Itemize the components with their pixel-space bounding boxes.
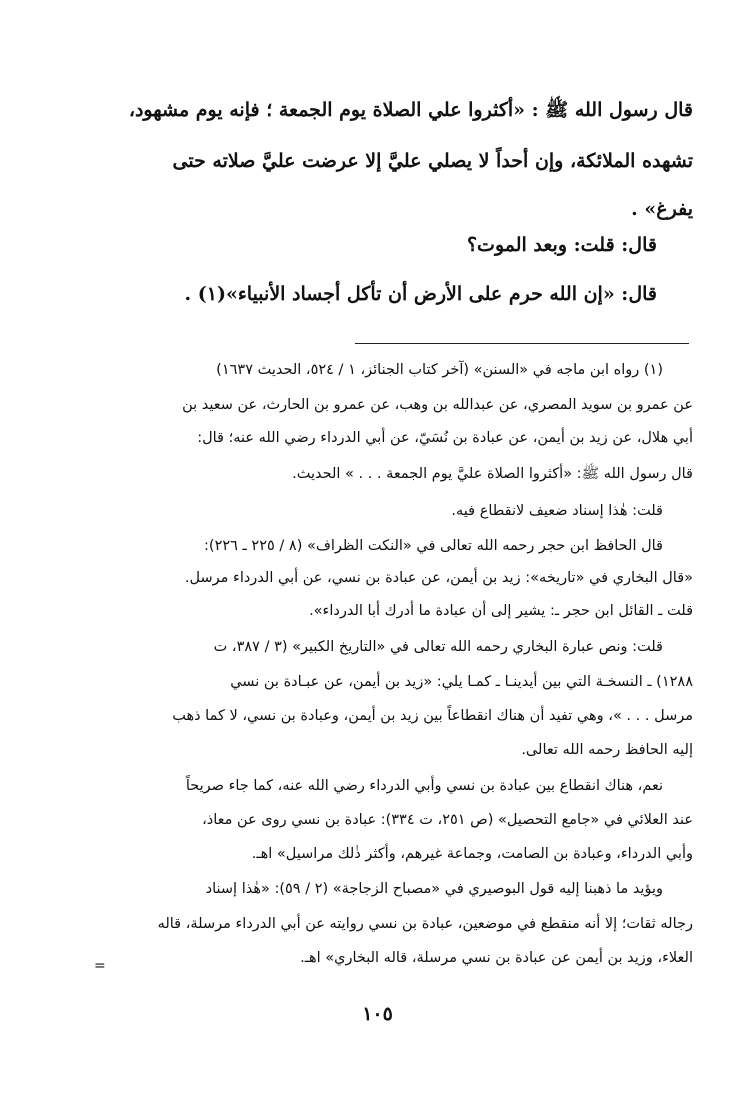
hadith-line-3: يفرغ» . [631,198,693,220]
answer-line: قال: «إن الله حرم على الأرض أن تأكل أجساد الأنبياء»(١) . [184,283,657,305]
footnote-line: أبي هلال، عن زيد بن أيمن، عن عبادة بن نُسَيّ، عن أبي الدرداء رضي الله عنه؛ قال: [197,430,693,446]
footnote-separator [355,343,689,344]
footnote-line: مرسل . . . »، وهي تفيد أن هناك انقطاعاً بين زيد بن أيمن، وعبادة بن نسي، لا كما ذهب [172,708,693,724]
footnote-line: نعم، هناك انقطاع بين عبادة بن نسي وأبي الدرداء رضي الله عنه، كما جاء صريحاً [185,778,663,794]
footnote-line: قلت: هٰذا إسناد ضعيف لانقطاع فيه. [451,503,663,519]
page-number: ١٠٥ [362,1003,393,1025]
footnote-line: عند العلائي في «جامع التحصيل» (ص ٢٥١، ت ٣٣٤): عبادة بن نسي روى عن معاذ، [202,812,693,828]
footnote-line: عن عمرو بن سويد المصري، عن عبدالله بن وهب، عن عمرو بن الحارث، عن سعيد بن [182,397,693,413]
hadith-line-2: تشهده الملائكة، وإن أحداً لا يصلي عليَّ إلا عرضت عليَّ صلاته حتى [172,150,693,172]
continuation-mark: = [94,958,106,974]
footnote-line: «قال البخاري في «تاريخه»: زيد بن أيمن، عن عبادة بن نسي، عن أبي الدرداء مرسل. [184,570,693,586]
footnote-line: إليه الحافظ رحمه الله تعالى. [521,742,693,758]
footnote-line: ١٢٨٨) ـ النسخـة التي بين أيدينـا ـ كمـا يلي: «زيد بن أيمن، عن عبـادة بن نسي [230,674,693,690]
footnote-line: ويؤيد ما ذهبنا إليه قول البوصيري في «مصباح الزجاجة» (٢ / ٥٩): «هٰذا إسناد [205,881,663,897]
footnote-line: قال رسول الله ﷺ: «أكثروا الصلاة عليَّ يوم الجمعة . . . » الحديث. [292,466,693,482]
footnote-line: العلاء، وزيد بن أيمن عن عبادة بن نسي مرسلة، قاله البخاري» اهـ. [300,950,693,966]
footnote-line: قلت: ونص عبارة البخاري رحمه الله تعالى في «التاريخ الكبير» (٣ / ٣٨٧، ت [213,639,663,655]
footnote-line: (١) رواه ابن ماجه في «السنن» (آخر كتاب الجنائز، ١ / ٥٢٤، الحديث ١٦٣٧) [216,362,663,378]
footnote-line: وأبي الدرداء، وعبادة بن الصامت، وجماعة غيرهم، وأكثر ذٰلك مراسيل» اهـ. [251,846,693,862]
question-line: قال: قلت: وبعد الموت؟ [466,234,657,256]
footnote-line: رجاله ثقات؛ إلا أنه منقطع في موضعين، عبادة بن نسي روايته عن أبي الدرداء مرسلة، قاله [157,916,693,932]
footnote-line: قلت ـ القائل ابن حجر ـ: يشير إلى أن عبادة ما أدرك أبا الدرداء». [309,603,693,619]
hadith-line-1: قال رسول الله ﷺ : «أكثروا علي الصلاة يوم الجمعة ؛ فإنه يوم مشهود، [128,99,693,121]
footnote-line: قال الحافظ ابن حجر رحمه الله تعالى في «النكت الظراف» (٨ / ٢٢٥ ـ ٢٢٦): [204,538,663,554]
